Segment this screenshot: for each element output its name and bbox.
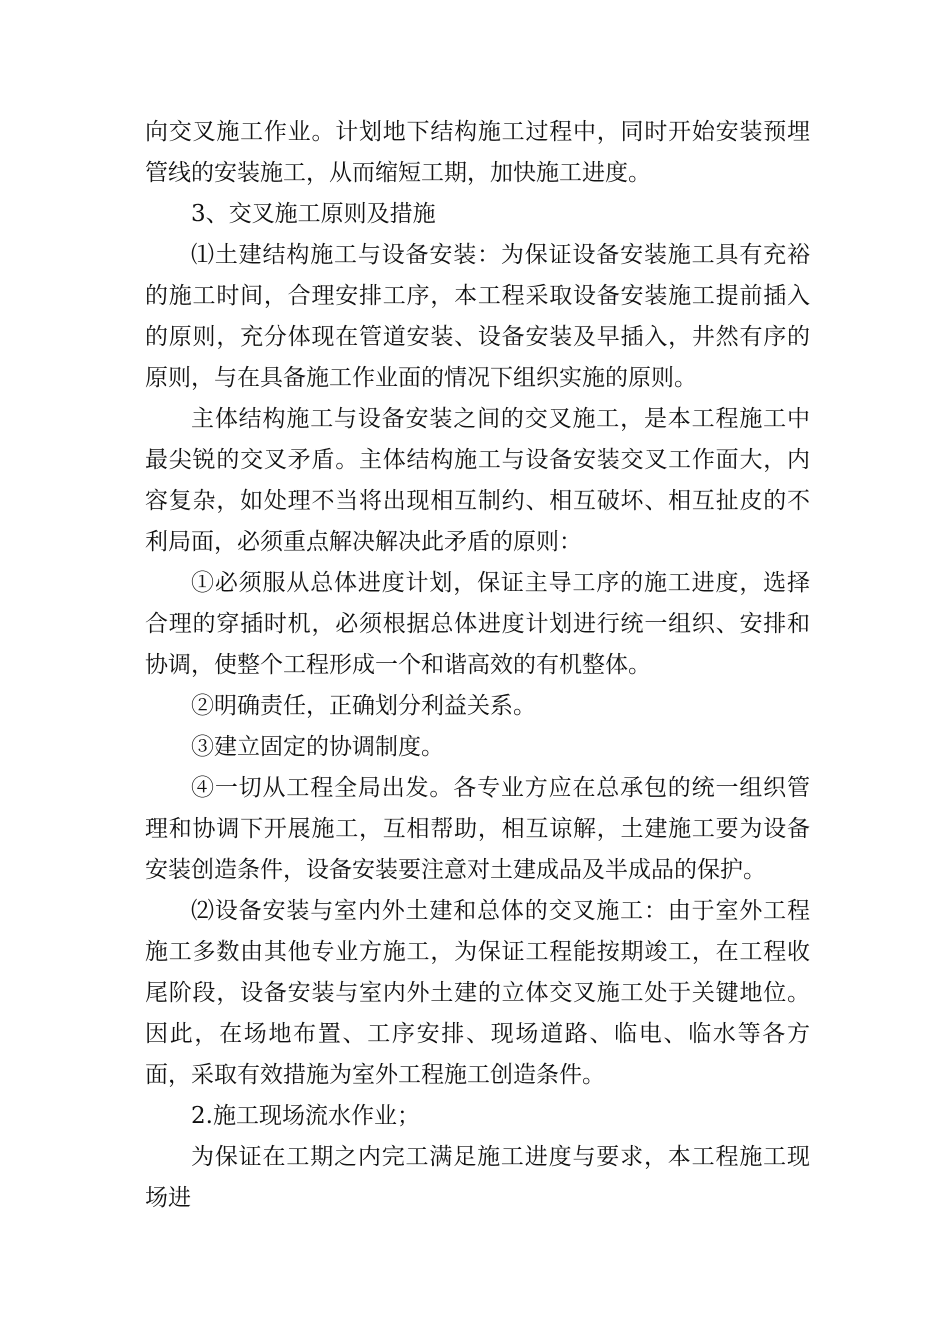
section-heading-flow-operation: 2.施工现场流水作业； [191, 1103, 420, 1129]
document-body [145, 112, 810, 1219]
paragraph-main-structure-conflict: 主体结构施工与设备安装之间的交叉施工，是本工程施工中最尖锐的交叉矛盾。主体结构施工与设备安装交叉工作面大，内容复杂，如处理不当将出现相互制约、相互破坏、相互扯皮的不利局面，必须重点解决解决此矛盾的原则： [145, 406, 810, 555]
paragraph-civil-and-equipment: ⑴土建结构施工与设备安装：为保证设备安装施工具有充裕的施工时间，合理安排工序，本工程采取设备安装施工提前插入的原则，充分体现在管道安装、设备安装及早插入，井然有序的原则，与在具备施工作业面的情况下组织实施的原则。 [145, 242, 810, 391]
paragraph-principle-1: ①必须服从总体进度计划，保证主导工序的施工进度，选择合理的穿插时机，必须根据总体进度计划进行统一组织、安排和协调，使整个工程形成一个和谐高效的有机整体。 [145, 570, 810, 678]
paragraph-principle-2: ②明确责任，正确划分利益关系。 [191, 693, 536, 719]
paragraph-indoor-outdoor-cross: ⑵设备安装与室内外土建和总体的交叉施工：由于室外工程施工多数由其他专业方施工，为保证工程能按期竣工，在工程收尾阶段，设备安装与室内外土建的立体交叉施工处于关键地位。因此，在场地布置、工序安排、现场道路、临电、临水等各方面，采取有效措施为室外工程施工创造条件。 [145, 898, 810, 1088]
paragraph-flow-intro: 为保证在工期之内完工满足施工进度与要求，本工程施工现场进 [145, 1144, 810, 1211]
paragraph-continuation: 向交叉施工作业。计划地下结构施工过程中，同时开始安装预埋管线的安装施工，从而缩短工期，加快施工进度。 [145, 119, 810, 186]
paragraph-principle-3: ③建立固定的协调制度。 [191, 734, 444, 760]
section-heading-cross-construction: 3、交叉施工原则及措施 [191, 201, 436, 227]
paragraph-principle-4: ④一切从工程全局出发。各专业方应在总承包的统一组织管理和协调下开展施工，互相帮助，相互谅解，土建施工要为设备安装创造条件，设备安装要注意对土建成品及半成品的保护。 [145, 775, 810, 883]
